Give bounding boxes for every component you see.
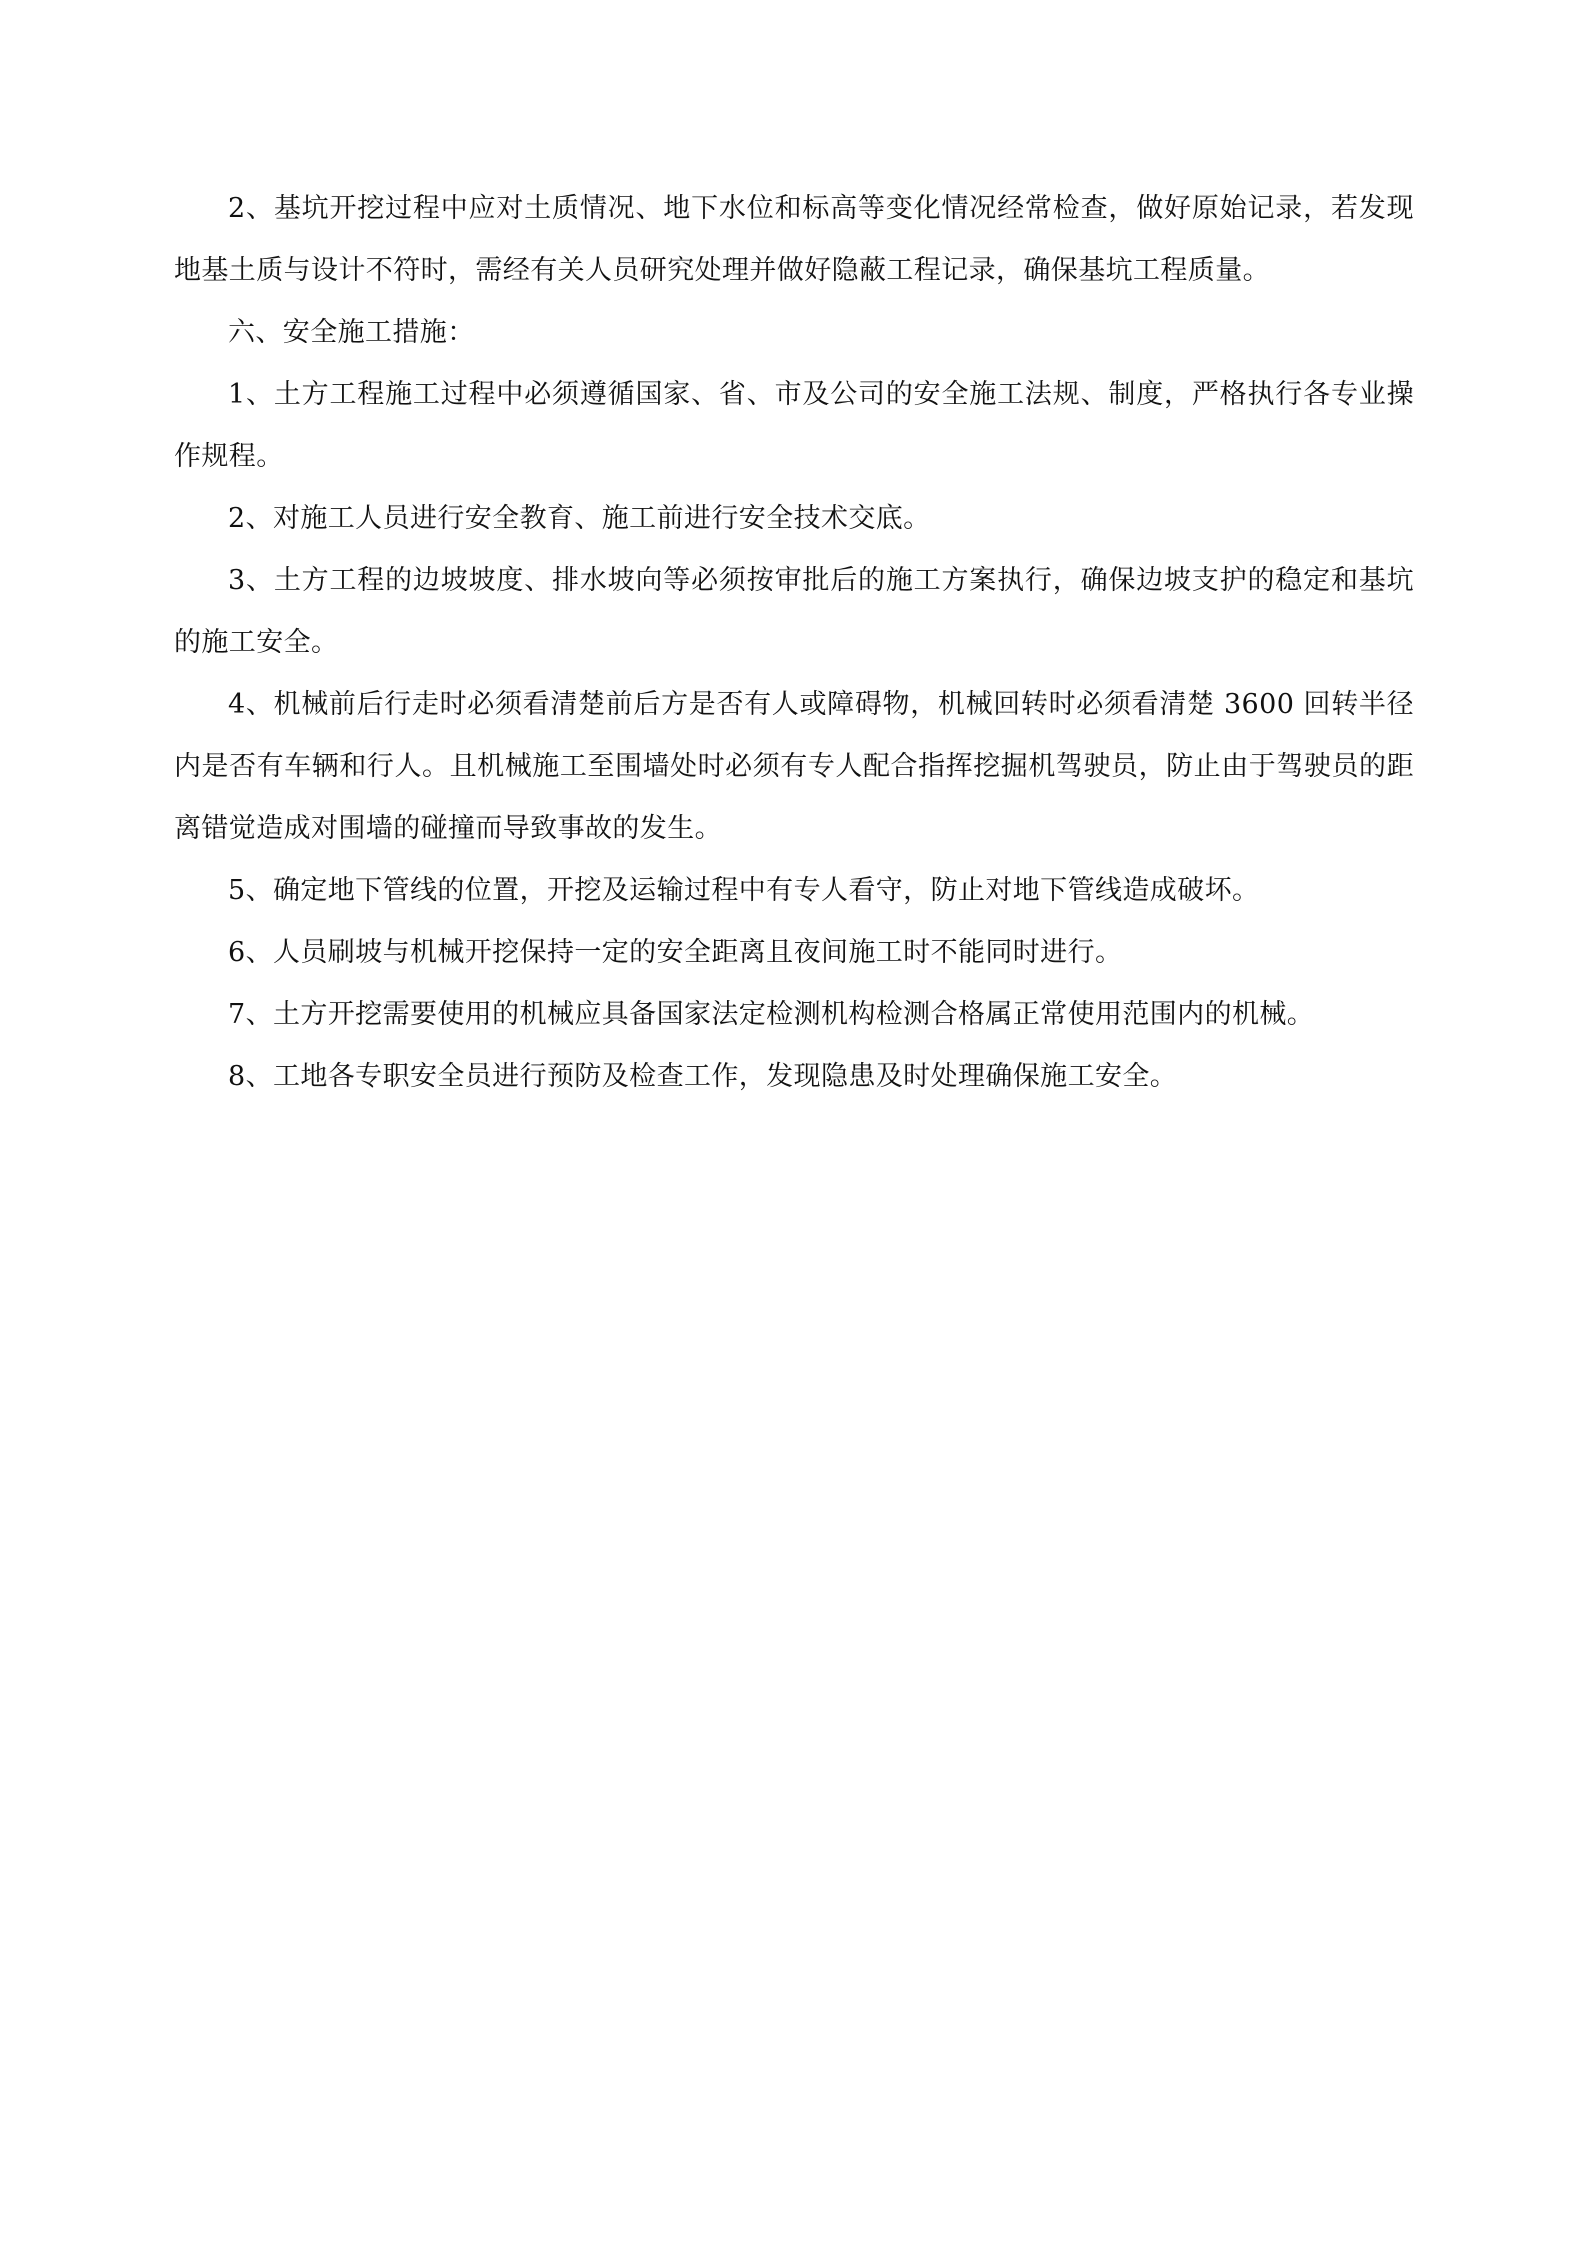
paragraph-item-5-pipelines: 5、确定地下管线的位置，开挖及运输过程中有专人看守，防止对地下管线造成破坏。 [228, 875, 1260, 906]
paragraph-item-3-slope: 3、土方工程的边坡坡度、排水坡向等必须按审批后的施工方案执行，确保边坡支护的稳定和基坑的施工安全。 [174, 565, 1414, 658]
paragraph-item-4-machinery: 4、机械前后行走时必须看清楚前后方是否有人或障碍物，机械回转时必须看清楚 3600 回转半径内是否有车辆和行人。且机械施工至围墙处时必须有专人配合指挥挖掘机驾驶员，防止由于驾驶员的距离错觉造成对围墙的碰撞而导致事故的发生。 [174, 689, 1414, 844]
paragraph-item-6-distance: 6、人员刷坡与机械开挖保持一定的安全距离且夜间施工时不能同时进行。 [228, 937, 1123, 968]
paragraph-item-2-inspection: 2、基坑开挖过程中应对土质情况、地下水位和标高等变化情况经常检查，做好原始记录，若发现地基土质与设计不符时，需经有关人员研究处理并做好隐蔽工程记录，确保基坑工程质量。 [174, 193, 1414, 286]
paragraph-item-7-equipment: 7、土方开挖需要使用的机械应具备国家法定检测机构检测合格属正常使用范围内的机械。 [228, 999, 1315, 1030]
paragraph-item-2-education: 2、对施工人员进行安全教育、施工前进行安全技术交底。 [228, 503, 931, 534]
paragraph-item-1-regulations: 1、土方工程施工过程中必须遵循国家、省、市及公司的安全施工法规、制度，严格执行各专业操作规程。 [174, 379, 1414, 472]
section-heading-safety-measures: 六、安全施工措施： [228, 317, 475, 348]
paragraph-item-8-safety-officers: 8、工地各专职安全员进行预防及检查工作，发现隐患及时处理确保施工安全。 [228, 1061, 1178, 1092]
document-body [174, 178, 1414, 1108]
